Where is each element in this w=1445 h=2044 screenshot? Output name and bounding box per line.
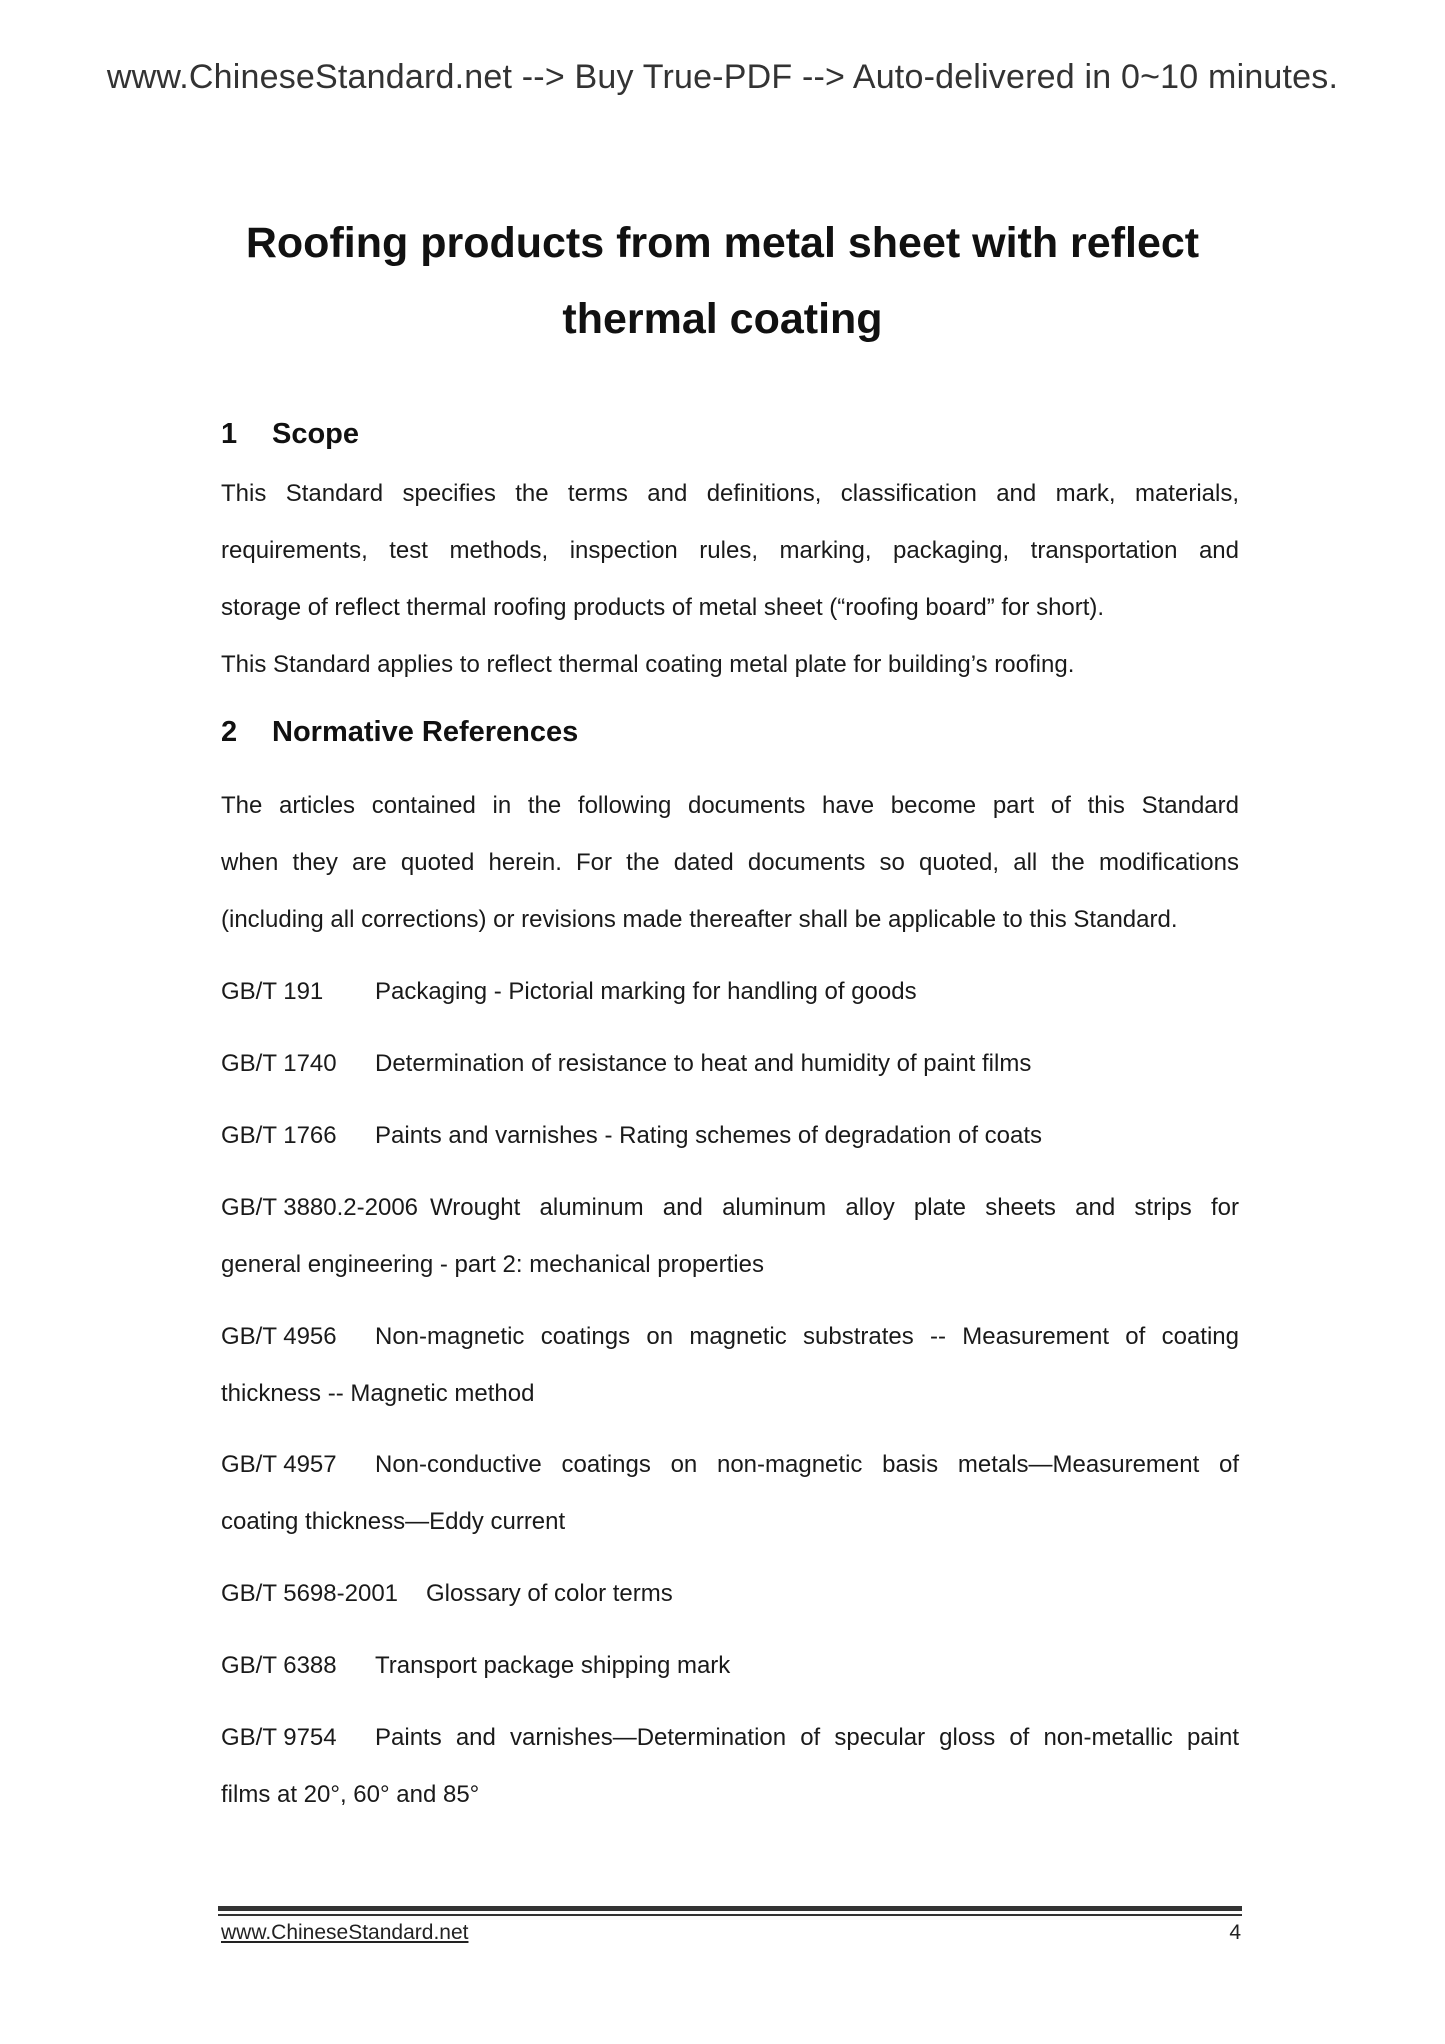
scope-paragraph-line-2: requirements, test methods, inspection rules, marking, packaging, transportation and — [221, 537, 1239, 564]
reference-line-1 — [221, 1308, 1239, 1365]
reference-title-cont: films at 20°, 60° and 85° — [221, 1781, 480, 1808]
reference-title: Paints and varnishes - Rating schemes of degradation of coats — [375, 1122, 1043, 1149]
title-line-1: Roofing products from metal sheet with reflect — [245, 219, 1200, 267]
document-title — [180, 205, 1265, 357]
scope-paragraph-line-3: storage of reflect thermal roofing products of metal sheet (“roofing board” for short). — [221, 594, 1105, 621]
reference-title: Determination of resistance to heat and humidity of paint films — [375, 1050, 1032, 1077]
reference-title-cont: general engineering - part 2: mechanical properties — [221, 1251, 764, 1278]
reference-line-1 — [221, 1179, 1239, 1236]
reference-item — [221, 1565, 1239, 1622]
reference-code: GB/T 1740 — [221, 1050, 337, 1077]
reference-code: GB/T 191 — [221, 978, 324, 1005]
reference-title: Packaging - Pictorial marking for handling of goods — [375, 978, 917, 1005]
section-title: Normative References — [272, 716, 579, 748]
reference-code: GB/T 4956 — [221, 1323, 337, 1350]
scope-applicability: This Standard applies to reflect thermal coating metal plate for building’s roofing. — [221, 651, 1075, 678]
reference-item — [221, 1436, 1239, 1550]
reference-item — [221, 1637, 1239, 1694]
reference-item — [221, 1179, 1239, 1293]
reference-item — [221, 1709, 1239, 1823]
references-intro-line-2: when they are quoted herein. For the dated documents so quoted, all the modifications — [221, 849, 1239, 876]
reference-title: Paints and varnishes—Determination of specular gloss of non-metallic paint — [375, 1724, 1239, 1751]
reference-code: GB/T 5698-2001 — [221, 1580, 399, 1607]
top-banner: www.ChineseStandard.net --> Buy True-PDF --> Auto-delivered in 0~10 minutes. — [106, 58, 1339, 96]
reference-code: GB/T 4957 — [221, 1451, 337, 1478]
section-title: Scope — [272, 418, 360, 450]
footer-rule-thick — [218, 1906, 1242, 1911]
section-number: 1 — [221, 418, 238, 450]
reference-title-cont: thickness -- Magnetic method — [221, 1380, 535, 1407]
reference-title: Transport package shipping mark — [375, 1652, 731, 1679]
reference-title: Wrought aluminum and aluminum alloy plate sheets and strips for — [430, 1194, 1239, 1221]
reference-item — [221, 1035, 1239, 1092]
reference-item — [221, 963, 1239, 1020]
references-intro-line-3: (including all corrections) or revisions made thereafter shall be applicable to this Standard. — [221, 906, 1178, 933]
reference-title-cont: coating thickness—Eddy current — [221, 1508, 566, 1535]
scope-paragraph-line-1: This Standard specifies the terms and definitions, classification and mark, materials, — [221, 480, 1239, 507]
section-1-heading — [221, 418, 359, 451]
footer-link[interactable]: www.ChineseStandard.net — [221, 1921, 469, 1944]
footer-rule-thin — [218, 1914, 1242, 1916]
reference-code: GB/T 6388 — [221, 1652, 337, 1679]
reference-title: Non-conductive coatings on non-magnetic basis metals—Measurement of — [375, 1451, 1239, 1478]
reference-title: Glossary of color terms — [426, 1580, 673, 1607]
reference-item — [221, 1308, 1239, 1422]
page-number: 4 — [1229, 1921, 1241, 1944]
reference-code: GB/T 3880.2-2006 — [221, 1194, 419, 1221]
references-intro-line-1: The articles contained in the following documents have become part of this Standard — [221, 792, 1239, 819]
reference-line-1 — [221, 1709, 1239, 1766]
reference-item — [221, 1107, 1239, 1164]
section-2-heading — [221, 716, 578, 749]
reference-line-1 — [221, 1436, 1239, 1493]
reference-title: Non-magnetic coatings on magnetic substrates -- Measurement of coating — [375, 1323, 1239, 1350]
reference-code: GB/T 9754 — [221, 1724, 337, 1751]
title-line-2: thermal coating — [562, 295, 883, 343]
section-number: 2 — [221, 716, 238, 748]
reference-code: GB/T 1766 — [221, 1122, 337, 1149]
